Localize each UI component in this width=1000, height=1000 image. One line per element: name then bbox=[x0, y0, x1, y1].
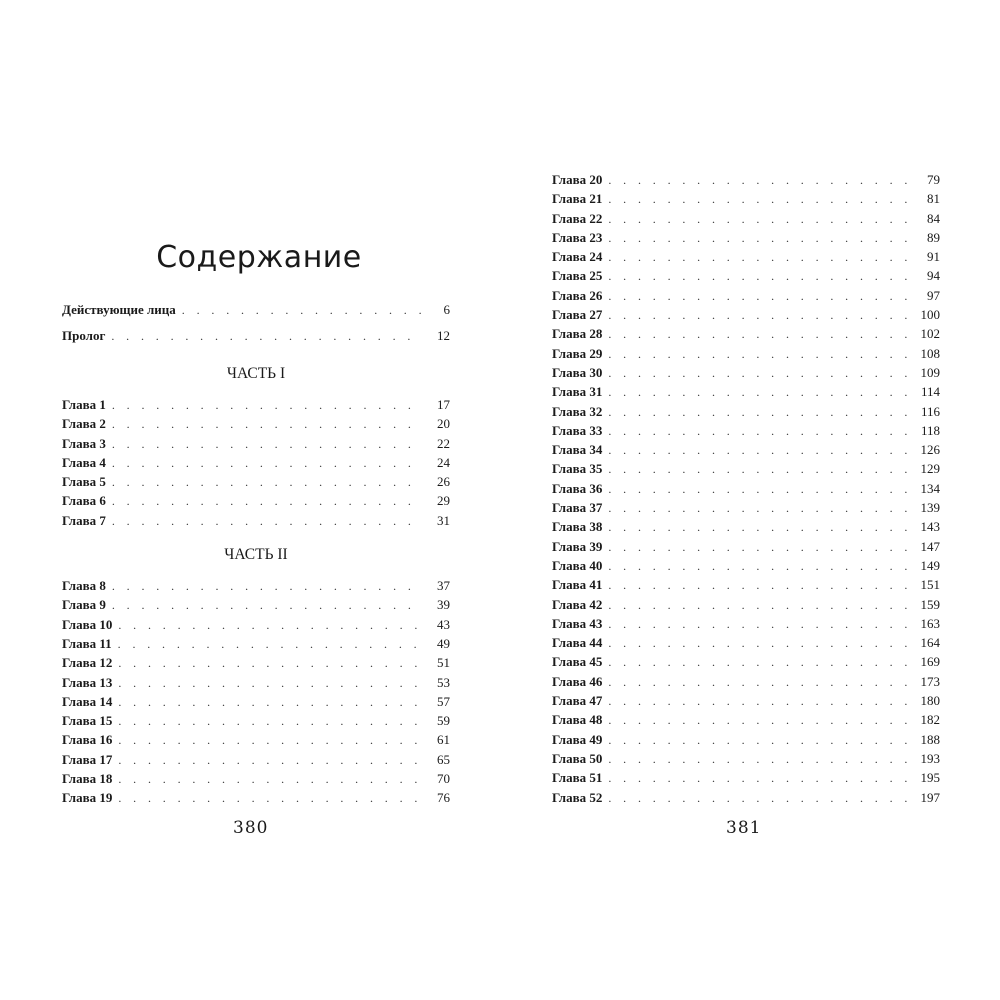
toc-entry-label: Глава 46 bbox=[552, 673, 603, 689]
toc-entry-label: Глава 50 bbox=[552, 750, 603, 766]
toc-entry-page-number: 139 bbox=[920, 500, 940, 516]
toc-entry bbox=[552, 498, 940, 517]
toc-entry-page-number: 109 bbox=[920, 364, 940, 380]
toc-entry bbox=[552, 402, 940, 421]
left-page bbox=[62, 240, 450, 808]
dot-leader bbox=[182, 297, 422, 323]
dot-leader bbox=[118, 731, 422, 750]
toc-entry-label: Глава 13 bbox=[62, 674, 113, 690]
dot-leader bbox=[112, 577, 422, 596]
toc-entry bbox=[552, 266, 940, 285]
toc-entry-page-number: 65 bbox=[437, 751, 450, 767]
toc-entry-label: Глава 40 bbox=[552, 557, 603, 573]
toc-entry-page-number: 24 bbox=[437, 454, 450, 470]
toc-entry-label: Глава 10 bbox=[62, 616, 113, 632]
dot-leader bbox=[111, 323, 422, 349]
toc-entry-page-number: 195 bbox=[920, 770, 940, 786]
toc-entry-page-number: 20 bbox=[437, 416, 450, 432]
right-chapter-list bbox=[552, 170, 940, 807]
dot-leader bbox=[112, 454, 422, 473]
dot-leader bbox=[118, 770, 422, 789]
dot-leader bbox=[608, 499, 912, 518]
dot-leader bbox=[608, 287, 912, 306]
toc-entry-label: Глава 14 bbox=[62, 693, 113, 709]
left-page-number: 380 bbox=[233, 818, 269, 838]
dot-leader bbox=[608, 634, 912, 653]
dot-leader bbox=[608, 325, 912, 344]
toc-entry-page-number: 102 bbox=[920, 326, 940, 342]
dot-leader bbox=[118, 674, 422, 693]
toc-entry bbox=[62, 511, 450, 530]
dot-leader bbox=[608, 750, 912, 769]
toc-entry-label: Глава 48 bbox=[552, 712, 603, 728]
toc-entry-label: Глава 36 bbox=[552, 480, 603, 496]
toc-entry bbox=[552, 749, 940, 768]
toc-entry-page-number: 97 bbox=[927, 287, 940, 303]
toc-entry-label: Глава 42 bbox=[552, 596, 603, 612]
dot-leader bbox=[608, 248, 912, 267]
toc-entry bbox=[552, 324, 940, 343]
toc-entry bbox=[62, 788, 450, 807]
toc-entry bbox=[552, 575, 940, 594]
toc-entry bbox=[62, 730, 450, 749]
right-page bbox=[552, 170, 940, 807]
dot-leader bbox=[608, 692, 912, 711]
dot-leader bbox=[118, 693, 422, 712]
toc-entry-page-number: 147 bbox=[920, 538, 940, 554]
toc-entry bbox=[62, 634, 450, 653]
toc-entry-page-number: 17 bbox=[437, 397, 450, 412]
toc-entry-label: Глава 27 bbox=[552, 307, 603, 323]
toc-entry-label: Глава 21 bbox=[552, 191, 603, 207]
toc-entry-page-number: 22 bbox=[437, 435, 450, 451]
dot-leader bbox=[608, 789, 912, 808]
dot-leader bbox=[112, 492, 422, 511]
toc-entry-page-number: 12 bbox=[437, 328, 450, 343]
toc-entry-page-number: 39 bbox=[437, 597, 450, 613]
toc-entry bbox=[62, 395, 450, 414]
dot-leader bbox=[608, 190, 912, 209]
dot-leader bbox=[608, 557, 912, 576]
toc-entry-page-number: 182 bbox=[920, 712, 940, 728]
toc-entry-label: Глава 35 bbox=[552, 461, 603, 477]
toc-entry-page-number: 26 bbox=[437, 474, 450, 490]
dot-leader bbox=[118, 712, 422, 731]
dot-leader bbox=[112, 435, 422, 454]
toc-entry bbox=[552, 421, 940, 440]
dot-leader bbox=[608, 480, 912, 499]
toc-entry bbox=[552, 730, 940, 749]
dot-leader bbox=[112, 415, 422, 434]
toc-entry bbox=[62, 711, 450, 730]
dot-leader bbox=[118, 654, 422, 673]
toc-entry bbox=[62, 615, 450, 634]
dot-leader bbox=[608, 364, 912, 383]
dot-leader bbox=[608, 653, 912, 672]
toc-entry-page-number: 151 bbox=[920, 577, 940, 593]
toc-entry bbox=[552, 672, 940, 691]
toc-entry bbox=[552, 633, 940, 652]
toc-entry bbox=[552, 710, 940, 729]
toc-entry-label: Глава 22 bbox=[552, 210, 603, 226]
toc-entry-label: Глава 33 bbox=[552, 422, 603, 438]
dot-leader bbox=[608, 711, 912, 730]
toc-entry bbox=[552, 556, 940, 575]
toc-entry bbox=[552, 768, 940, 787]
toc-entry-page-number: 193 bbox=[920, 750, 940, 766]
toc-entry-label: Глава 11 bbox=[62, 635, 112, 651]
toc-entry-label: Глава 43 bbox=[552, 615, 603, 631]
toc-entry-label: Пролог bbox=[62, 328, 106, 343]
toc-entry bbox=[62, 692, 450, 711]
part-2-heading: ЧАСТЬ II bbox=[224, 546, 288, 564]
toc-entry-label: Глава 7 bbox=[62, 512, 106, 528]
toc-entry-label: Действующие лица bbox=[62, 302, 176, 317]
toc-entry-page-number: 164 bbox=[920, 635, 940, 651]
dot-leader bbox=[608, 267, 912, 286]
dot-leader bbox=[118, 635, 422, 654]
dot-leader bbox=[608, 229, 912, 248]
toc-entry-page-number: 91 bbox=[927, 249, 940, 265]
dot-leader bbox=[118, 751, 422, 770]
toc-entry-page-number: 149 bbox=[920, 557, 940, 573]
toc-entry-label: Глава 18 bbox=[62, 771, 113, 787]
dot-leader bbox=[608, 460, 912, 479]
toc-entry-page-number: 134 bbox=[920, 480, 940, 496]
toc-entry-page-number: 188 bbox=[920, 731, 940, 747]
toc-entry bbox=[552, 363, 940, 382]
toc-entry bbox=[552, 691, 940, 710]
dot-leader bbox=[608, 731, 912, 750]
dot-leader bbox=[608, 383, 912, 402]
dot-leader bbox=[608, 171, 912, 190]
toc-entry-label: Глава 15 bbox=[62, 713, 113, 729]
toc-entry-label: Глава 23 bbox=[552, 229, 603, 245]
toc-entry-page-number: 29 bbox=[437, 493, 450, 509]
toc-entry bbox=[552, 614, 940, 633]
toc-entry bbox=[552, 247, 940, 266]
toc-entry-page-number: 180 bbox=[920, 693, 940, 709]
toc-entry-page-number: 81 bbox=[927, 191, 940, 207]
toc-entry-page-number: 163 bbox=[920, 615, 940, 631]
toc-entry-page-number: 37 bbox=[437, 578, 450, 594]
right-page-number: 381 bbox=[726, 818, 762, 838]
part-1-heading: ЧАСТЬ I bbox=[226, 365, 286, 382]
dot-leader bbox=[608, 422, 912, 441]
toc-entry bbox=[552, 652, 940, 671]
toc-entry-label: Глава 39 bbox=[552, 538, 603, 554]
toc-entry-label: Глава 12 bbox=[62, 655, 113, 671]
toc-entry-page-number: 108 bbox=[920, 345, 940, 361]
toc-entry-page-number: 70 bbox=[437, 771, 450, 787]
dot-leader bbox=[112, 473, 422, 492]
toc-entry-page-number: 94 bbox=[927, 268, 940, 284]
toc-entry-label: Глава 34 bbox=[552, 442, 603, 458]
dot-leader bbox=[608, 210, 912, 229]
toc-entry-page-number: 57 bbox=[437, 693, 450, 709]
toc-entry bbox=[552, 382, 940, 401]
toc-entry-page-number: 84 bbox=[927, 210, 940, 226]
toc-entry-label: Глава 38 bbox=[552, 519, 603, 535]
toc-entry bbox=[552, 459, 940, 478]
toc-entry bbox=[62, 673, 450, 692]
toc-entry-label: Глава 1 bbox=[62, 397, 106, 412]
toc-entry bbox=[552, 788, 940, 807]
toc-entry-label: Глава 20 bbox=[552, 172, 603, 187]
toc-entry-label: Глава 4 bbox=[62, 454, 106, 470]
dot-leader bbox=[112, 596, 422, 615]
dot-leader bbox=[112, 512, 422, 531]
toc-entry-page-number: 49 bbox=[437, 635, 450, 651]
toc-entry-label: Глава 9 bbox=[62, 597, 106, 613]
dot-leader bbox=[608, 441, 912, 460]
toc-entry-label: Глава 24 bbox=[552, 249, 603, 265]
toc-entry-label: Глава 37 bbox=[552, 500, 603, 516]
toc-entry-page-number: 53 bbox=[437, 674, 450, 690]
toc-entry bbox=[552, 286, 940, 305]
toc-entry-page-number: 143 bbox=[920, 519, 940, 535]
toc-entry-label: Глава 32 bbox=[552, 403, 603, 419]
dot-leader bbox=[608, 518, 912, 537]
toc-entry-page-number: 118 bbox=[920, 422, 940, 438]
toc-entry-label: Глава 16 bbox=[62, 732, 113, 748]
dot-leader bbox=[608, 306, 912, 325]
toc-entry bbox=[552, 170, 940, 189]
toc-entry bbox=[552, 517, 940, 536]
dot-leader bbox=[112, 396, 422, 415]
dot-leader bbox=[608, 615, 912, 634]
toc-entry bbox=[62, 750, 450, 769]
toc-entry-page-number: 89 bbox=[927, 229, 940, 245]
front-matter-list bbox=[62, 297, 450, 349]
toc-entry bbox=[552, 305, 940, 324]
toc-entry-page-number: 126 bbox=[920, 442, 940, 458]
toc-entry-label: Глава 3 bbox=[62, 435, 106, 451]
toc-entry-page-number: 197 bbox=[920, 789, 940, 805]
toc-entry-page-number: 59 bbox=[437, 713, 450, 729]
toc-entry-page-number: 31 bbox=[437, 512, 450, 528]
toc-entry-page-number: 129 bbox=[920, 461, 940, 477]
toc-entry bbox=[62, 653, 450, 672]
toc-entry-label: Глава 19 bbox=[62, 790, 113, 806]
toc-entry-label: Глава 49 bbox=[552, 731, 603, 747]
dot-leader bbox=[608, 769, 912, 788]
toc-entry-label: Глава 8 bbox=[62, 578, 106, 594]
toc-entry-label: Глава 29 bbox=[552, 345, 603, 361]
toc-entry bbox=[62, 472, 450, 491]
toc-entry bbox=[62, 769, 450, 788]
toc-entry-page-number: 61 bbox=[437, 732, 450, 748]
dot-leader bbox=[608, 345, 912, 364]
toc-entry bbox=[62, 491, 450, 510]
toc-entry-label: Глава 52 bbox=[552, 789, 603, 805]
toc-entry-label: Глава 45 bbox=[552, 654, 603, 670]
toc-entry-page-number: 76 bbox=[437, 790, 450, 806]
toc-entry-page-number: 173 bbox=[920, 673, 940, 689]
toc-entry-page-number: 169 bbox=[920, 654, 940, 670]
toc-entry bbox=[62, 414, 450, 433]
toc-entry bbox=[552, 595, 940, 614]
toc-entry bbox=[552, 228, 940, 247]
toc-entry-page-number: 116 bbox=[920, 403, 940, 419]
toc-entry bbox=[62, 595, 450, 614]
toc-entry bbox=[62, 576, 450, 595]
toc-entry-page-number: 43 bbox=[437, 616, 450, 632]
toc-entry bbox=[552, 209, 940, 228]
toc-entry bbox=[552, 344, 940, 363]
toc-entry bbox=[552, 440, 940, 459]
toc-entry-label: Глава 44 bbox=[552, 635, 603, 651]
dot-leader bbox=[608, 403, 912, 422]
toc-entry bbox=[62, 453, 450, 472]
toc-entry-page-number: 79 bbox=[927, 172, 940, 187]
toc-entry-label: Глава 6 bbox=[62, 493, 106, 509]
toc-title: Содержание bbox=[156, 240, 362, 275]
dot-leader bbox=[608, 538, 912, 557]
toc-entry-page-number: 159 bbox=[920, 596, 940, 612]
toc-entry-label: Глава 26 bbox=[552, 287, 603, 303]
toc-entry-label: Глава 17 bbox=[62, 751, 113, 767]
toc-entry bbox=[62, 323, 450, 349]
toc-entry-page-number: 51 bbox=[437, 655, 450, 671]
toc-entry bbox=[62, 434, 450, 453]
toc-entry-label: Глава 47 bbox=[552, 693, 603, 709]
toc-entry bbox=[552, 479, 940, 498]
toc-entry-label: Глава 31 bbox=[552, 384, 603, 400]
toc-entry-label: Глава 30 bbox=[552, 364, 603, 380]
toc-entry bbox=[552, 189, 940, 208]
dot-leader bbox=[608, 596, 912, 615]
dot-leader bbox=[608, 673, 912, 692]
toc-entry-label: Глава 2 bbox=[62, 416, 106, 432]
toc-entry-page-number: 6 bbox=[443, 302, 450, 317]
toc-entry-label: Глава 41 bbox=[552, 577, 603, 593]
toc-entry-page-number: 100 bbox=[920, 307, 940, 323]
toc-entry-label: Глава 5 bbox=[62, 474, 106, 490]
toc-entry bbox=[552, 537, 940, 556]
dot-leader bbox=[118, 616, 422, 635]
dot-leader bbox=[118, 789, 422, 808]
toc-entry-label: Глава 25 bbox=[552, 268, 603, 284]
toc-entry-label: Глава 51 bbox=[552, 770, 603, 786]
toc-entry-page-number: 114 bbox=[920, 384, 940, 400]
toc-entry bbox=[62, 297, 450, 323]
part-1-chapter-list bbox=[62, 395, 450, 530]
dot-leader bbox=[608, 576, 912, 595]
toc-entry-label: Глава 28 bbox=[552, 326, 603, 342]
part-2-chapter-list bbox=[62, 576, 450, 808]
